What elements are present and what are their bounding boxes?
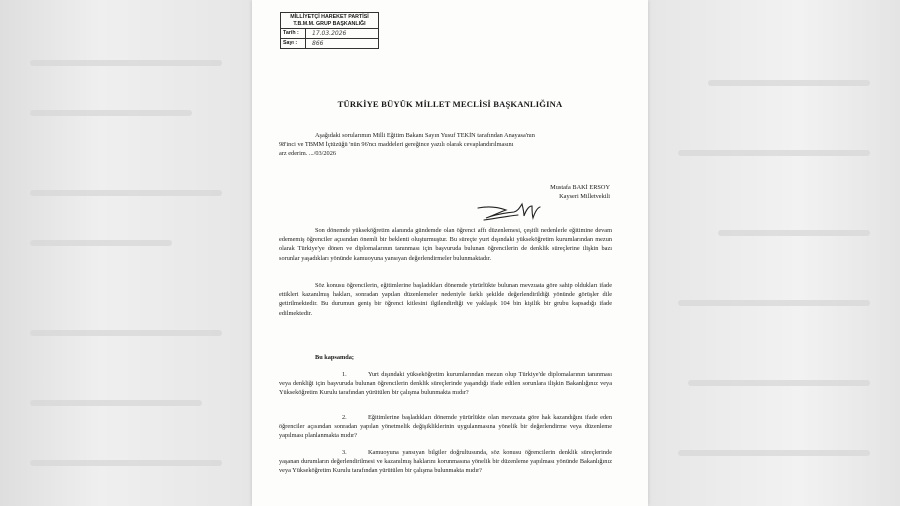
questions-heading: Bu kapsamda; (315, 354, 355, 361)
stamp-number-label: Sayı : (281, 39, 306, 48)
registry-stamp (280, 12, 379, 49)
blur-line (678, 150, 870, 156)
question-1-text: Yurt dışındaki yükseköğretim kurumlarından mezun olup Türkiye'de diplomalarının tanınması veya denkliği için başvuruda bulunan öğrencilerin denklik süreçlerinde yaşandığı ifade edilen sorunlara ilişkin Bakanlığınız veya Yükseköğretim Kurulu tarafından yürütülen bir çalışma bulunmakta mıdır? (279, 371, 612, 397)
handwritten-signature (474, 198, 554, 224)
stamp-header (281, 13, 378, 29)
blur-line (678, 450, 870, 456)
question-3-text: Kamuoyuna yansıyan bilgiler doğrultusunda, söz konusu öğrencilerin denklik süreçlerinde yaşanan durumların değerlendirilmesi ve kazanılmış haklarını korunmasına yönelik bir düzenleme yapılması yönünde Bakanlığınız veya Yükseköğretim Kurulu tarafından yürütülen bir çalışma bulunmakta mıdır? (279, 449, 612, 475)
intro-line-2: 98'inci ve TBMM İçtüzüğü 'nün 96'ncı maddeleri gereğince yazılı olarak cevaplandırılmasını (279, 141, 514, 149)
stamp-date-value: 17.03.2026 (312, 29, 347, 37)
question-2-text: Eğitimlerine başladıkları dönemde yürürlükte olan mevzuata göre hak kazandığını ifade eden öğrenciler açısından sonradan yapılan yönetmelik değişikliklerinin uygulanmasına yönelik bir değerlendirme veya düzenleme yapılması planlanmakta mıdır? (279, 414, 612, 440)
document-page (252, 0, 648, 506)
blur-line (30, 110, 192, 116)
document-title: TÜRKİYE BÜYÜK MİLLET MECLİSİ BAŞKANLIĞINA (337, 99, 563, 109)
stamp-number-row (281, 39, 378, 48)
blur-line (30, 60, 222, 66)
intro-paragraph (279, 131, 612, 159)
blur-line (718, 230, 870, 236)
stamp-date-label: Tarih : (281, 29, 306, 38)
question-2-number: 2. (342, 414, 347, 421)
body-paragraph-1: Son dönemde yükseköğretim alanında gündemde olan öğrenci affı düzenlemesi, çeşitli nedenlerle eğitimine devam edememiş öğrenciler açısından önemli bir beklenti oluşturmuştur. Bu süreçte yurt dışındaki yükseköğretim kurumlarından mezun olarak Türkiye'ye dönen ve diplomalarının tanınması için başvuruda bulunan öğrencilerin de denklik süreçlerine ilişkin bazı sorunlar yaşadıkları yönünde kamuoyuna yansıyan değerlendirmeler bulunmaktadır. (279, 227, 612, 262)
intro-line-1: Aşağıdaki sorularımın Milli Eğitim Bakanı Sayın Yusuf TEKİN tarafından Anayasa'nın (315, 132, 535, 139)
signer-role: Kayseri Milletvekili (559, 193, 610, 201)
body-paragraph-2: Söz konusu öğrencilerin, eğitimlerine başladıkları dönemde yürürlükte bulunan mevzuata göre sahip oldukları ifade ettikleri kazanılmış hakları, sonradan yapılan düzenlemeler nedeniyle farklı şekilde değerlendirildiği yönünde görüşler dile getirilmektedir. Bu durumun geniş bir öğrenci kitlesini ilgilendirdiği ve yaklaşık 104 bin kişilik bir grubu kapsadığı ifade edilmektedir. (279, 282, 612, 317)
blur-line (30, 460, 222, 466)
stamp-party-name: MİLLİYETÇİ HAREKET PARTİSİ (290, 14, 369, 20)
stamp-number-value: 866 (312, 39, 324, 47)
signer-name: Mustafa BAKİ ERSOY (550, 184, 610, 191)
question-1 (279, 370, 612, 398)
question-2 (279, 413, 612, 441)
stamp-date-row (281, 29, 378, 39)
stamp-office-name: T.B.M.M. GRUP BAŞKANLIĞI (293, 20, 366, 27)
blur-line (30, 190, 222, 196)
intro-line-3: arz ederim. .../03/2026 (279, 150, 337, 158)
blurred-background-right (648, 0, 900, 506)
blur-line (678, 300, 870, 306)
blur-line (708, 80, 870, 86)
blur-line (30, 330, 222, 336)
question-3 (279, 448, 612, 476)
blur-line (30, 240, 172, 246)
blur-line (30, 400, 202, 406)
question-1-number: 1. (342, 371, 347, 378)
blur-line (688, 380, 870, 386)
blurred-background-left (0, 0, 252, 506)
question-3-number: 3. (342, 449, 347, 456)
